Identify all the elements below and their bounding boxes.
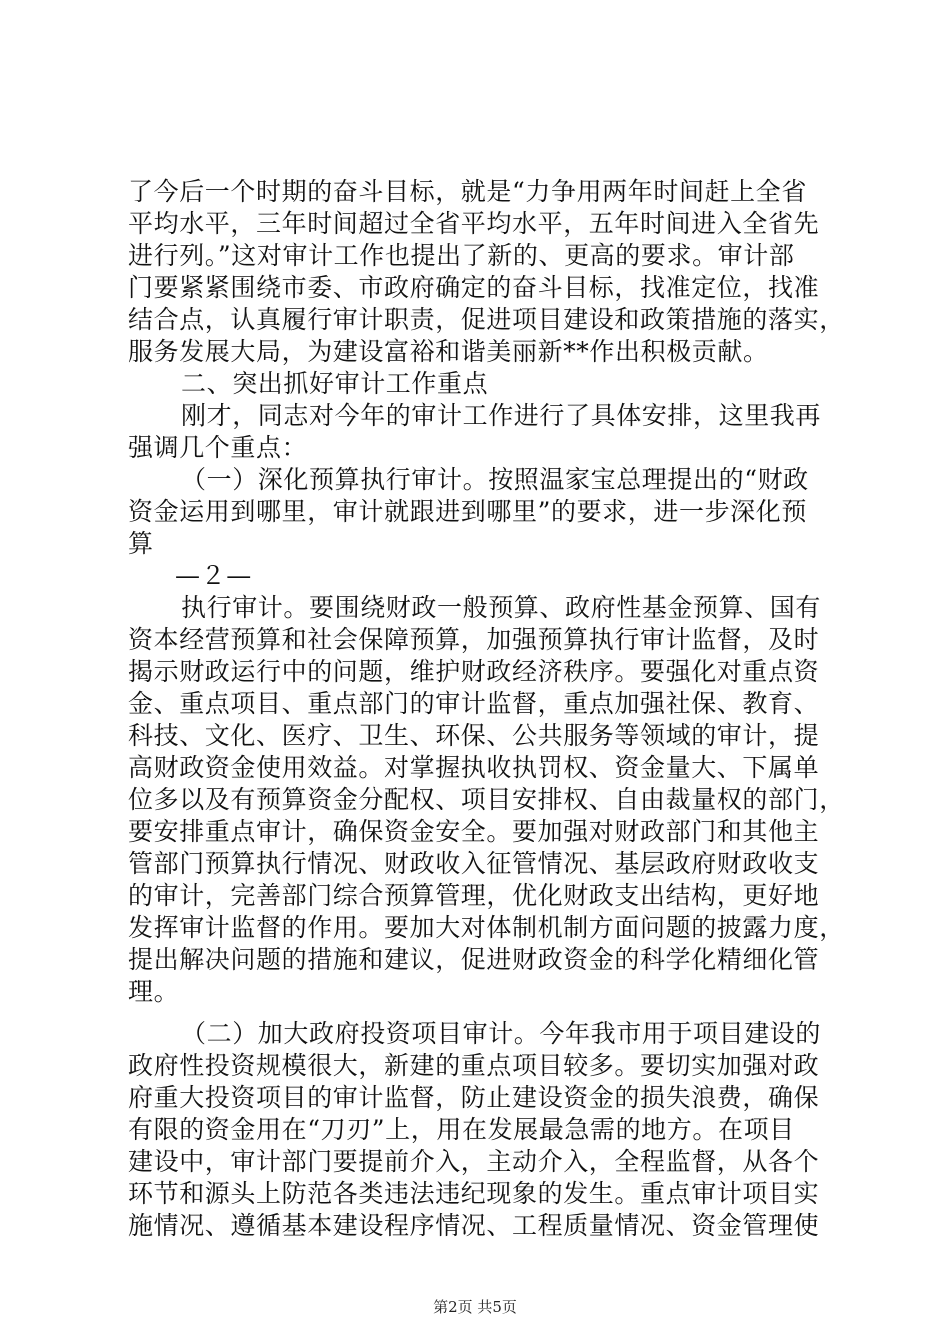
text-line: 服务发展大局，为建设富裕和谐美丽新**作出积极贡献。: [128, 337, 769, 366]
text-line: 资金运用到哪里，审计就跟进到哪里”的要求，进一步深化预: [128, 497, 807, 526]
text-line: 执行审计。要围绕财政一般预算、政府性基金预算、国有: [181, 593, 822, 622]
text-line: 刚才，同志对今年的审计工作进行了具体安排，这里我再: [181, 401, 822, 430]
section-heading: 二、突出抓好审计工作重点: [181, 369, 489, 398]
text-line: 资本经营预算和社会保障预算，加强预算执行审计监督，及时: [128, 625, 820, 654]
text-line: 门要紧紧围绕市委、市政府确定的奋斗目标，找准定位，找准: [128, 273, 820, 302]
text-line: 府重大投资项目的审计监督，防止建设资金的损失浪费，确保: [128, 1083, 820, 1112]
text-line: （一）深化预算执行审计。按照温家宝总理提出的“财政: [181, 465, 809, 494]
text-line: 政府性投资规模很大，新建的重点项目较多。要切实加强对政: [128, 1051, 820, 1080]
text-line: 科技、文化、医疗、卫生、环保、公共服务等领域的审计，提: [128, 721, 820, 750]
text-line: 的审计，完善部门综合预算管理，优化财政支出结构，更好地: [128, 881, 820, 910]
text-line: 了今后一个时期的奋斗目标，就是“力争用两年时间赶上全省: [128, 177, 807, 206]
text-line: 揭示财政运行中的问题，维护财政经济秩序。要强化对重点资: [128, 657, 820, 686]
text-line: 位多以及有预算资金分配权、项目安排权、自由裁量权的部门，: [128, 785, 845, 814]
text-line: 金、重点项目、重点部门的审计监督，重点加强社保、教育、: [128, 689, 820, 718]
text-line: 管部门预算执行情况、财政收入征管情况、基层政府财政收支: [128, 849, 820, 878]
text-line: （二）加大政府投资项目审计。今年我市用于项目建设的: [181, 1019, 822, 1048]
page-footer: 第2页 共5页: [433, 1298, 517, 1316]
text-line: 理。: [128, 977, 180, 1006]
text-line: 提出解决问题的措施和建议，促进财政资金的科学化精细化管: [128, 945, 820, 974]
text-line: 平均水平，三年时间超过全省平均水平，五年时间进入全省先: [128, 209, 820, 238]
text-line: 算: [128, 529, 154, 558]
text-line: 有限的资金用在“刀刃”上，用在发展最急需的地方。在项目: [128, 1115, 795, 1144]
text-line: 强调几个重点：: [128, 433, 308, 462]
text-line: 结合点，认真履行审计职责，促进项目建设和政策措施的落实，: [128, 305, 845, 334]
text-line: 发挥审计监督的作用。要加大对体制机制方面问题的披露力度，: [128, 913, 845, 942]
text-line: 高财政资金使用效益。对掌握执收执罚权、资金量大、下属单: [128, 753, 820, 782]
page-number-marker: —２—: [175, 561, 252, 590]
text-line: 要安排重点审计，确保资金安全。要加强对财政部门和其他主: [128, 817, 820, 846]
text-line: 环节和源头上防范各类违法违纪现象的发生。重点审计项目实: [128, 1179, 820, 1208]
text-line: 建设中，审计部门要提前介入，主动介入，全程监督，从各个: [128, 1147, 820, 1176]
text-line: 施情况、遵循基本建设程序情况、工程质量情况、资金管理使: [128, 1211, 820, 1240]
text-line: 进行列。”这对审计工作也提出了新的、更高的要求。审计部: [128, 241, 795, 270]
